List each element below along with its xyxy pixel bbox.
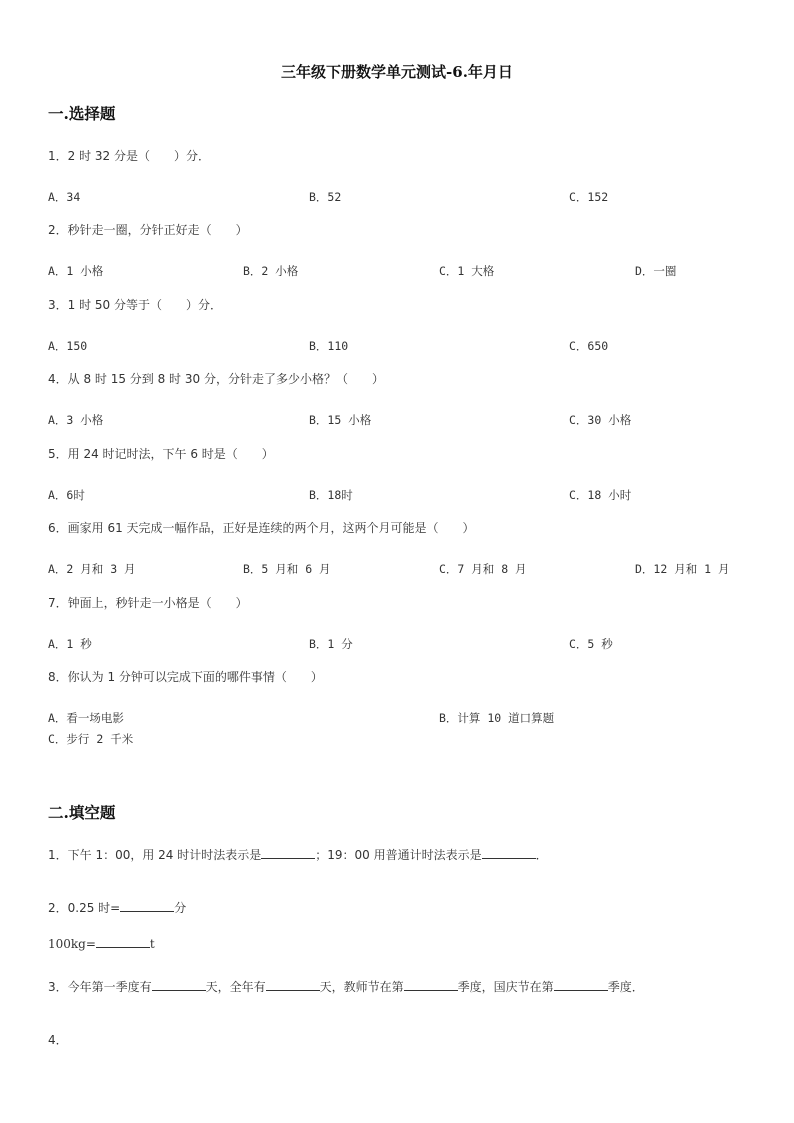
answer-blank[interactable] bbox=[404, 979, 458, 991]
option-7b: B．1 分 bbox=[309, 637, 353, 651]
fill-question-3 bbox=[48, 978, 644, 995]
fill-q2-text-b: 分 bbox=[174, 901, 187, 915]
fill-q3-text-e: 季度． bbox=[607, 980, 644, 994]
fill-question-1 bbox=[48, 846, 548, 863]
answer-blank[interactable] bbox=[261, 847, 315, 859]
question-2: 2．秒针走一圈，分针正好走（ ） bbox=[48, 223, 248, 237]
question-7: 7．钟面上，秒针走一小格是（ ） bbox=[48, 596, 248, 610]
answer-blank[interactable] bbox=[152, 979, 206, 991]
fill-question-2b bbox=[48, 936, 155, 951]
option-8c: C．步行 2 千米 bbox=[48, 732, 134, 746]
option-6d: D．12 月和 1 月 bbox=[635, 562, 730, 576]
option-3c: C．650 bbox=[569, 339, 609, 353]
fill-q1-text-b: ；19：00 用普通计时法表示是 bbox=[315, 848, 482, 862]
question-5: 5．用 24 时记时法，下午 6 时是（ ） bbox=[48, 447, 274, 461]
fill-q2b-text-a: 100kg= bbox=[48, 937, 96, 951]
option-3a: A．150 bbox=[48, 339, 88, 353]
fill-q1-text-c: ． bbox=[535, 848, 548, 862]
option-1a: A．34 bbox=[48, 190, 81, 204]
fill-q2-text-a: 2．0.25 时= bbox=[48, 901, 121, 915]
answer-blank[interactable] bbox=[266, 979, 320, 991]
question-8: 8．你认为 1 分钟可以完成下面的哪件事情（ ） bbox=[48, 670, 323, 684]
fill-q1-text-a: 1．下午 1：00，用 24 时计时法表示是 bbox=[48, 848, 262, 862]
option-1c: C．152 bbox=[569, 190, 609, 204]
page-title: 三年级下册数学单元测试-6.年月日 bbox=[281, 63, 513, 81]
fill-q2b-text-b: t bbox=[149, 937, 155, 951]
option-2b: B．2 小格 bbox=[243, 264, 299, 278]
option-4b: B．15 小格 bbox=[309, 413, 372, 427]
option-7a: A．1 秒 bbox=[48, 637, 92, 651]
option-2a: A．1 小格 bbox=[48, 264, 104, 278]
fill-question-2 bbox=[48, 899, 186, 916]
option-4c: C．30 小格 bbox=[569, 413, 632, 427]
answer-blank[interactable] bbox=[96, 936, 150, 948]
answer-blank[interactable] bbox=[482, 847, 536, 859]
option-5a: A．6时 bbox=[48, 488, 85, 502]
option-2d: D．一圈 bbox=[635, 264, 677, 278]
answer-blank[interactable] bbox=[120, 900, 174, 912]
option-3b: B．110 bbox=[309, 339, 349, 353]
option-2c: C．1 大格 bbox=[439, 264, 495, 278]
section-heading-choice: 一.选择题 bbox=[48, 104, 116, 123]
fill-q3-text-b: 天，全年有 bbox=[205, 980, 266, 994]
option-8a: A．看一场电影 bbox=[48, 711, 124, 725]
fill-q3-text-c: 天，教师节在第 bbox=[319, 980, 404, 994]
answer-blank[interactable] bbox=[554, 979, 608, 991]
option-1b: B．52 bbox=[309, 190, 342, 204]
section-heading-fill: 二.填空题 bbox=[48, 803, 116, 822]
option-6a: A．2 月和 3 月 bbox=[48, 562, 136, 576]
option-6c: C．7 月和 8 月 bbox=[439, 562, 527, 576]
option-6b: B．5 月和 6 月 bbox=[243, 562, 331, 576]
fill-q3-text-a: 3．今年第一季度有 bbox=[48, 980, 152, 994]
fill-q3-text-d: 季度，国庆节在第 bbox=[457, 980, 554, 994]
option-7c: C．5 秒 bbox=[569, 637, 613, 651]
option-4a: A．3 小格 bbox=[48, 413, 104, 427]
question-3: 3．1 时 50 分等于（ ）分． bbox=[48, 298, 222, 312]
option-5c: C．18 小时 bbox=[569, 488, 632, 502]
question-6: 6．画家用 61 天完成一幅作品，正好是连续的两个月，这两个月可能是（ ） bbox=[48, 521, 475, 535]
question-1: 1．2 时 32 分是（ ）分． bbox=[48, 149, 210, 163]
option-8b: B．计算 10 道口算题 bbox=[439, 711, 555, 725]
question-4: 4．从 8 时 15 分到 8 时 30 分，分针走了多少小格？（ ） bbox=[48, 372, 384, 386]
option-5b: B．18时 bbox=[309, 488, 353, 502]
fill-question-4: 4． bbox=[48, 1033, 68, 1047]
